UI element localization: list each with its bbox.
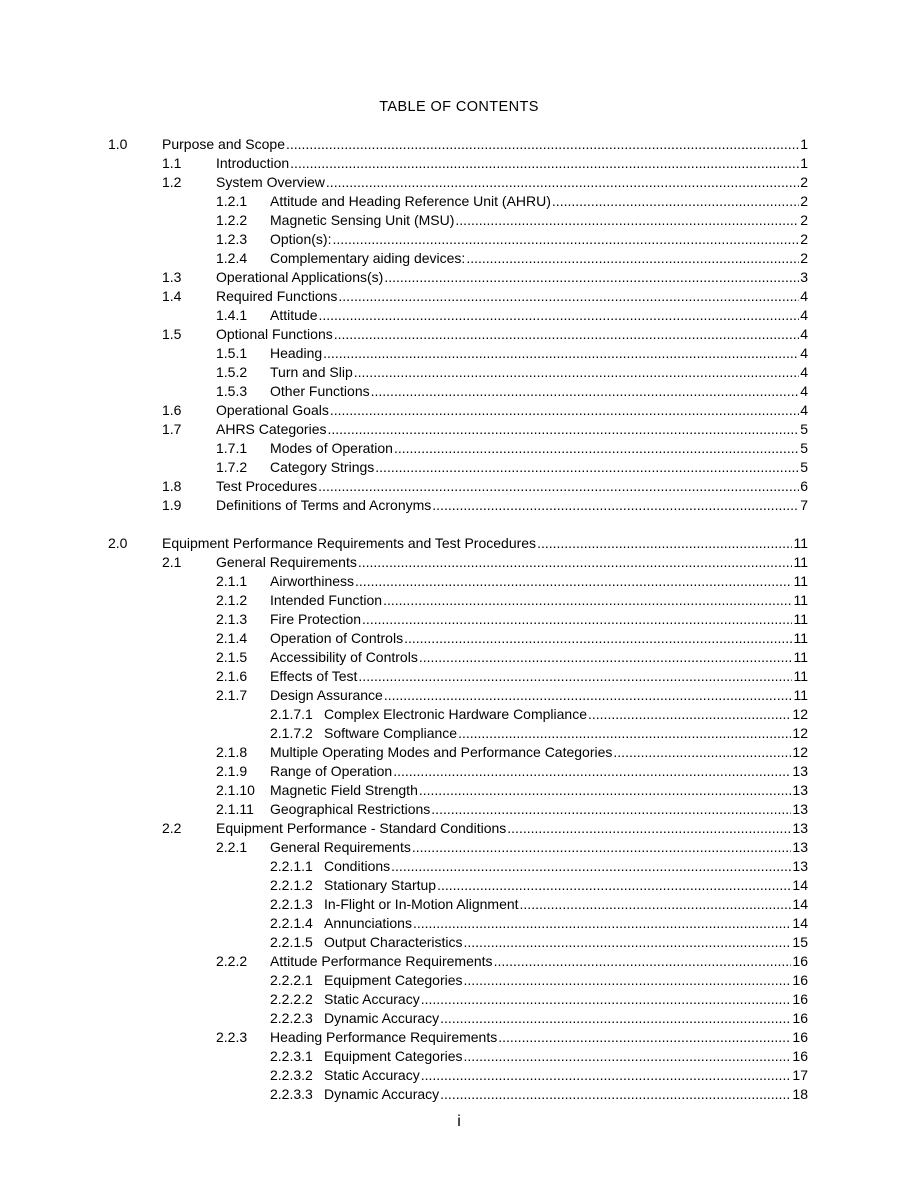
toc-entry-title: Design Assurance [270, 687, 383, 703]
toc-entry-title: In-Flight or In-Motion Alignment [324, 896, 519, 912]
toc-entry-page: 13 [792, 858, 808, 874]
toc-entry-title: Accessibility of Controls [270, 649, 418, 665]
toc-entry[interactable] [0, 724, 918, 743]
dot-leader [362, 610, 792, 629]
toc-entry-number: 2.2.2.1 [270, 972, 313, 988]
toc-entry-title: Fire Protection [270, 611, 362, 627]
toc-entry-number: 2.2.3.2 [270, 1067, 313, 1083]
toc-entry[interactable] [0, 344, 918, 363]
toc-entry-number: 1.4.1 [216, 307, 248, 323]
toc-entry-title: Turn and Slip [270, 364, 353, 380]
toc-entry[interactable] [0, 306, 918, 325]
toc-entry-number: 2.2 [162, 820, 182, 836]
toc-entry[interactable] [0, 686, 918, 705]
toc-entry[interactable] [0, 439, 918, 458]
toc-entry[interactable] [0, 1066, 918, 1085]
toc-entry-page: 5 [800, 440, 808, 456]
toc-entry[interactable] [0, 553, 918, 572]
toc-entry-title: Conditions [324, 858, 391, 874]
toc-entry-title: Complementary aiding devices: [270, 250, 466, 266]
toc-entry-title: AHRS Categories [216, 421, 327, 437]
toc-entry-page: 11 [793, 630, 808, 646]
dot-leader [391, 857, 791, 876]
table-of-contents [0, 135, 918, 1104]
toc-entry-page: 2 [800, 250, 808, 266]
dot-leader [328, 420, 800, 439]
toc-entry-page: 11 [793, 611, 808, 627]
dot-leader [404, 629, 792, 648]
dot-leader [334, 325, 799, 344]
toc-entry-number: 2.2.1.4 [270, 915, 313, 931]
toc-entry-number: 1.2.1 [216, 193, 248, 209]
toc-entry-title: Geographical Restrictions [270, 801, 431, 817]
toc-entry-page: 3 [800, 269, 808, 285]
toc-entry-number: 2.2.1.1 [270, 858, 313, 874]
dot-leader [464, 933, 792, 952]
toc-entry-page: 1 [800, 155, 808, 171]
dot-leader [371, 382, 800, 401]
toc-entry-number: 1.6 [162, 402, 182, 418]
toc-entry[interactable] [0, 762, 918, 781]
dot-leader [464, 971, 792, 990]
toc-entry-number: 1.7 [162, 421, 182, 437]
toc-entry-page: 4 [800, 345, 808, 361]
toc-entry[interactable] [0, 192, 918, 211]
toc-entry-page: 11 [793, 573, 808, 589]
toc-entry[interactable] [0, 705, 918, 724]
toc-entry[interactable] [0, 382, 918, 401]
toc-entry-page: 12 [792, 725, 808, 741]
toc-entry-title: Operation of Controls [270, 630, 404, 646]
toc-entry[interactable] [0, 1047, 918, 1066]
toc-entry-title: System Overview [216, 174, 325, 190]
toc-entry[interactable] [0, 363, 918, 382]
toc-entry[interactable] [0, 971, 918, 990]
toc-entry[interactable] [0, 1028, 918, 1047]
toc-entry-page: 4 [800, 383, 808, 399]
toc-entry-page: 4 [800, 307, 808, 323]
toc-entry-number: 2.1.6 [216, 668, 248, 684]
toc-entry-number: 1.2 [162, 174, 182, 190]
dot-leader [421, 1066, 792, 1085]
toc-entry[interactable] [0, 211, 918, 230]
toc-entry-page: 16 [792, 953, 808, 969]
toc-entry-page: 13 [792, 820, 808, 836]
toc-entry-page: 16 [792, 991, 808, 1007]
toc-entry-number: 1.7.1 [216, 440, 248, 456]
toc-entry-number: 1.3 [162, 269, 182, 285]
toc-entry-page: 13 [792, 801, 808, 817]
toc-entry[interactable] [0, 287, 918, 306]
toc-entry-number: 2.2.1 [216, 839, 248, 855]
toc-entry-number: 2.2.1.5 [270, 934, 313, 950]
toc-entry-title: Effects of Test [270, 668, 358, 684]
toc-entry-page: 13 [792, 782, 808, 798]
toc-entry-title: Category Strings [270, 459, 375, 475]
toc-entry-page: 5 [800, 459, 808, 475]
dot-leader [384, 686, 793, 705]
toc-entry-title: Definitions of Terms and Acronyms [216, 497, 432, 513]
toc-entry-title: Dynamic Accuracy [324, 1010, 440, 1026]
toc-entry[interactable] [0, 1009, 918, 1028]
toc-entry-title: Operational Applications(s) [216, 269, 384, 285]
toc-entry-number: 1.8 [162, 478, 182, 494]
toc-entry-number: 1.9 [162, 497, 182, 513]
dot-leader [330, 401, 799, 420]
toc-entry-page: 6 [800, 478, 808, 494]
toc-entry-number: 2.1.4 [216, 630, 248, 646]
toc-entry-number: 1.5.3 [216, 383, 248, 399]
dot-leader [455, 211, 799, 230]
toc-entry-number: 1.5 [162, 326, 182, 342]
toc-entry-number: 2.1.10 [216, 782, 255, 798]
toc-entry-page: 7 [800, 497, 808, 513]
toc-entry-number: 2.1.7.2 [270, 725, 313, 741]
dot-leader [552, 192, 799, 211]
toc-entry-title: Equipment Performance Requirements and Test Procedures [162, 535, 537, 551]
dot-leader [520, 895, 792, 914]
dot-leader [613, 743, 791, 762]
toc-entry-title: Complex Electronic Hardware Compliance [324, 706, 587, 722]
toc-entry-page: 13 [792, 839, 808, 855]
toc-entry-page: 16 [792, 1048, 808, 1064]
toc-entry-title: Static Accuracy [324, 991, 420, 1007]
dot-leader [507, 819, 791, 838]
toc-entry-title: Attitude Performance Requirements [270, 953, 493, 969]
toc-entry-page: 11 [793, 592, 808, 608]
toc-entry-number: 1.2.2 [216, 212, 248, 228]
dot-leader [413, 914, 791, 933]
toc-entry-title: Option(s): [270, 231, 332, 247]
dot-leader [419, 781, 792, 800]
toc-entry-title: Required Functions [216, 288, 338, 304]
toc-entry[interactable] [0, 496, 918, 515]
toc-entry-number: 2.1.2 [216, 592, 248, 608]
toc-entry-number: 1.5.2 [216, 364, 248, 380]
toc-entry-title: Attitude and Heading Reference Unit (AHRU) [270, 193, 551, 209]
toc-entry-number: 1.7.2 [216, 459, 248, 475]
dot-leader [354, 363, 799, 382]
toc-entry-title: General Requirements [216, 554, 357, 570]
dot-leader [318, 306, 799, 325]
toc-entry[interactable] [0, 572, 918, 591]
dot-leader [437, 876, 791, 895]
dot-leader [338, 287, 799, 306]
toc-entry[interactable] [0, 895, 918, 914]
toc-entry[interactable] [0, 534, 918, 553]
toc-entry-number: 1.0 [108, 136, 128, 152]
dot-leader [332, 230, 799, 249]
page-number: i [457, 1113, 461, 1130]
toc-entry[interactable] [0, 781, 918, 800]
toc-entry-number: 1.4 [162, 288, 182, 304]
toc-entry-title: Stationary Startup [324, 877, 437, 893]
toc-entry-number: 2.1.1 [216, 573, 248, 589]
dot-leader [384, 268, 799, 287]
toc-entry-title: Output Characteristics [324, 934, 463, 950]
toc-entry[interactable] [0, 230, 918, 249]
toc-entry-number: 2.1.11 [216, 801, 254, 817]
toc-entry-page: 2 [800, 193, 808, 209]
toc-entry-page: 1 [800, 136, 808, 152]
toc-entry-page: 11 [793, 668, 808, 684]
dot-leader [358, 553, 793, 572]
toc-entry-number: 2.2.2 [216, 953, 248, 969]
toc-entry-page: 4 [800, 402, 808, 418]
toc-entry[interactable] [0, 458, 918, 477]
toc-entry-number: 1.1 [162, 155, 182, 171]
toc-entry-page: 16 [792, 1029, 808, 1045]
toc-entry[interactable] [0, 477, 918, 496]
toc-entry-number: 2.0 [108, 535, 128, 551]
toc-entry[interactable] [0, 857, 918, 876]
toc-entry-title: Equipment Categories [324, 1048, 463, 1064]
toc-entry-number: 1.2.4 [216, 250, 248, 266]
toc-entry-page: 5 [800, 421, 808, 437]
dot-leader [412, 838, 792, 857]
toc-entry-title: Optional Functions [216, 326, 333, 342]
toc-entry-number: 2.2.2.2 [270, 991, 313, 1007]
toc-entry-number: 2.2.3.1 [270, 1048, 313, 1064]
page-title: TABLE OF CONTENTS [379, 99, 539, 115]
toc-entry-page: 12 [792, 744, 808, 760]
toc-entry-number: 1.5.1 [216, 345, 248, 361]
toc-entry-page: 16 [792, 972, 808, 988]
toc-entry-title: Modes of Operation [270, 440, 393, 456]
toc-entry-page: 4 [800, 326, 808, 342]
toc-entry-number: 1.2.3 [216, 231, 248, 247]
toc-entry-page: 2 [800, 174, 808, 190]
toc-entry[interactable] [0, 743, 918, 762]
toc-entry-page: 11 [793, 535, 808, 551]
toc-entry-title: Test Procedures [216, 478, 318, 494]
toc-entry[interactable] [0, 135, 918, 154]
toc-entry[interactable] [0, 1085, 918, 1104]
dot-leader [494, 952, 792, 971]
dot-leader [440, 1009, 791, 1028]
dot-leader [588, 705, 791, 724]
toc-entry[interactable] [0, 610, 918, 629]
toc-entry-page: 17 [792, 1067, 808, 1083]
toc-entry-number: 2.2.1.3 [270, 896, 313, 912]
dot-leader [290, 154, 799, 173]
toc-entry[interactable] [0, 249, 918, 268]
toc-entry-page: 15 [792, 934, 808, 950]
toc-entry-page: 16 [792, 1010, 808, 1026]
dot-leader [323, 344, 799, 363]
toc-entry-page: 14 [792, 915, 808, 931]
toc-entry-title: General Requirements [270, 839, 411, 855]
toc-entry-number: 2.2.3 [216, 1029, 248, 1045]
toc-entry[interactable] [0, 800, 918, 819]
toc-entry-page: 18 [792, 1086, 808, 1102]
toc-entry[interactable] [0, 667, 918, 686]
toc-entry-title: Other Functions [270, 383, 370, 399]
toc-entry-title: Dynamic Accuracy [324, 1086, 440, 1102]
toc-entry-title: Equipment Performance - Standard Conditions [216, 820, 507, 836]
toc-entry-number: 2.2.3.3 [270, 1086, 313, 1102]
toc-entry-title: Range of Operation [270, 763, 393, 779]
toc-entry-title: Introduction [216, 155, 290, 171]
toc-entry-page: 13 [792, 763, 808, 779]
toc-entry[interactable] [0, 154, 918, 173]
toc-entry-page: 14 [792, 896, 808, 912]
toc-entry[interactable] [0, 401, 918, 420]
toc-entry-title: Heading [270, 345, 323, 361]
toc-entry-number: 2.2.1.2 [270, 877, 313, 893]
toc-entry[interactable] [0, 648, 918, 667]
toc-entry-page: 11 [793, 554, 808, 570]
toc-entry[interactable] [0, 933, 918, 952]
toc-entry-title: Equipment Categories [324, 972, 463, 988]
toc-entry[interactable] [0, 838, 918, 857]
toc-entry-title: Magnetic Field Strength [270, 782, 418, 798]
toc-entry[interactable] [0, 819, 918, 838]
toc-entry[interactable] [0, 952, 918, 971]
toc-entry-number: 2.1 [162, 554, 182, 570]
toc-entry[interactable] [0, 914, 918, 933]
toc-entry-number: 2.1.3 [216, 611, 248, 627]
toc-entry-page: 2 [800, 231, 808, 247]
toc-entry-title: Intended Function [270, 592, 383, 608]
dot-leader [440, 1085, 791, 1104]
dot-leader [318, 477, 799, 496]
toc-entry[interactable] [0, 591, 918, 610]
toc-entry-title: Annunciations [324, 915, 412, 931]
toc-entry[interactable] [0, 629, 918, 648]
dot-leader [466, 249, 799, 268]
toc-entry-page: 11 [793, 687, 808, 703]
dot-leader [421, 990, 792, 1009]
toc-entry-title: Static Accuracy [324, 1067, 420, 1083]
toc-entry-title: Purpose and Scope [162, 136, 285, 152]
toc-entry-page: 4 [800, 364, 808, 380]
toc-entry-page: 4 [800, 288, 808, 304]
toc-entry-number: 2.1.5 [216, 649, 248, 665]
toc-entry[interactable] [0, 325, 918, 344]
toc-entry[interactable] [0, 420, 918, 439]
dot-leader [326, 173, 799, 192]
toc-entry-title: Heading Performance Requirements [270, 1029, 498, 1045]
toc-entry-page: 2 [800, 212, 808, 228]
toc-entry-title: Operational Goals [216, 402, 329, 418]
dot-leader [286, 135, 799, 154]
toc-entry[interactable] [0, 876, 918, 895]
dot-leader [431, 800, 791, 819]
dot-leader [537, 534, 792, 553]
dot-leader [458, 724, 791, 743]
toc-entry[interactable] [0, 173, 918, 192]
dot-leader [383, 591, 792, 610]
dot-leader [464, 1047, 792, 1066]
dot-leader [393, 762, 791, 781]
toc-entry-number: 2.1.7 [216, 687, 248, 703]
dot-leader [358, 667, 792, 686]
toc-entry[interactable] [0, 990, 918, 1009]
toc-entry-title: Magnetic Sensing Unit (MSU) [270, 212, 455, 228]
toc-entry-page: 12 [792, 706, 808, 722]
dot-leader [432, 496, 799, 515]
toc-entry-page: 11 [793, 649, 808, 665]
toc-entry-number: 2.2.2.3 [270, 1010, 313, 1026]
toc-entry-page: 14 [792, 877, 808, 893]
dot-leader [419, 648, 793, 667]
toc-entry-title: Software Compliance [324, 725, 458, 741]
toc-entry-title: Airworthiness [270, 573, 355, 589]
toc-entry-number: 2.1.7.1 [270, 706, 313, 722]
dot-leader [498, 1028, 791, 1047]
toc-entry-number: 2.1.8 [216, 744, 248, 760]
toc-entry[interactable] [0, 268, 918, 287]
toc-entry-title: Attitude [270, 307, 318, 323]
dot-leader [375, 458, 799, 477]
dot-leader [355, 572, 792, 591]
toc-entry-title: Multiple Operating Modes and Performance Categories [270, 744, 613, 760]
dot-leader [394, 439, 799, 458]
toc-entry-number: 2.1.9 [216, 763, 248, 779]
